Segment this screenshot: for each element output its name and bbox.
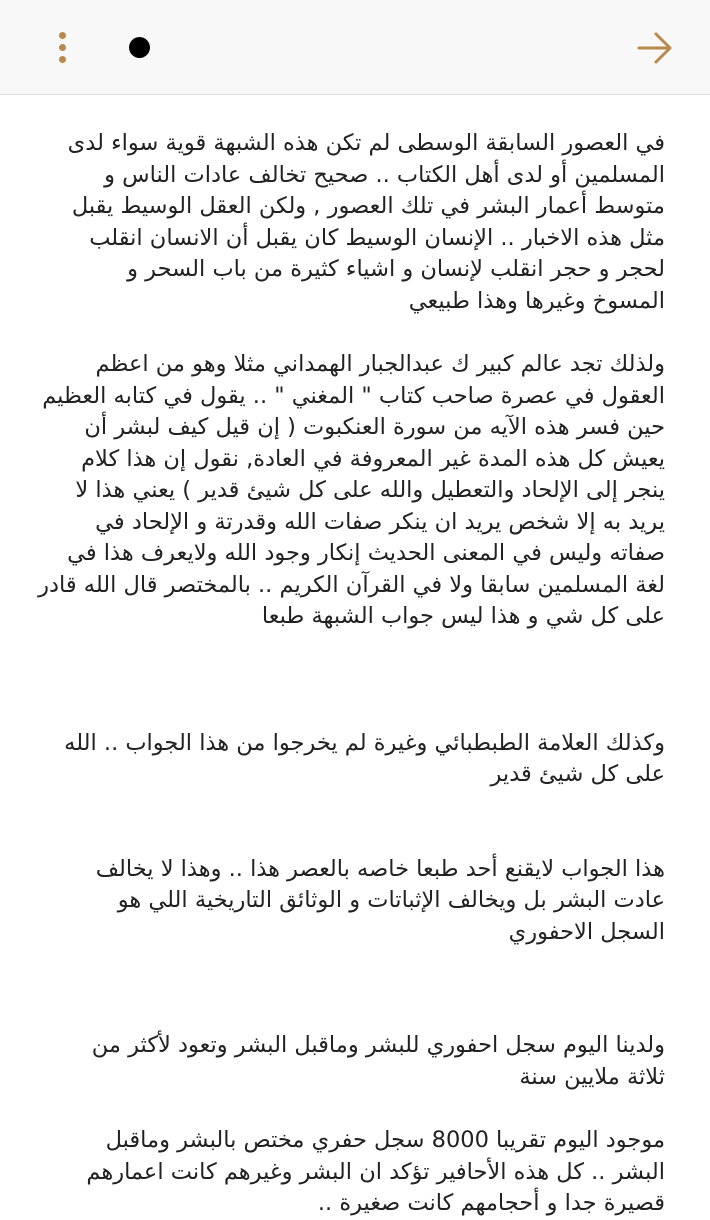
text-line: العقول في عصرة صاحب كتاب " المغني " .. يقول في كتابه العظيم [42,382,665,409]
arrow-right-icon[interactable] [634,28,676,68]
text-line: على كل شي و هذا ليس جواب الشبهة طبعا [261,603,665,629]
text-line: البشر .. كل هذه الأحافير تؤكد ان البشر وغيرهم كانت اعمارهم [86,1158,665,1185]
top-toolbar [0,0,710,95]
text-line: السجل الاحفوري [508,918,665,945]
text-line: ولذلك تجد عالم كبير ك عبدالجبار الهمداني مثلا وهو من اعظم [95,351,665,377]
text-line: صفاته وليس في المعنى الحديث إنكار وجود الله ولايعرف هذا في [67,540,665,566]
text-line: لحجر و حجر انقلب لإنسان و اشياء كثيرة من باب السحر و [127,256,665,282]
paragraph-4 [40,854,665,949]
text-line: المسلمين أو لدى أهل الكتاب .. صحيح تخالف عادات الناس و [104,161,665,188]
status-dot [129,37,150,58]
text-line: هذا الجواب لايقنع أحد طبعا خاصه بالعصر هذا .. وهذا لا يخالف [95,855,665,882]
paragraph-3 [40,728,665,791]
text-line: في العصور السابقة الوسطى لم تكن هذه الشبهة قوية سواء لدى [67,130,665,156]
text-line: حين فسر هذه الآيه من سورة العنكبوت ( إن قيل كيف لبشر أن [84,414,665,440]
text-line: لغة المسلمين سابقا ولا في القرآن الكريم .. بالمختصر قال الله قادر [38,571,665,598]
text-line: وكذلك العلامة الطبطبائي وغيرة لم يخرجوا من هذا الجواب .. الله [64,729,665,756]
paragraph-5 [40,1030,665,1093]
paragraph-2 [40,349,665,633]
text-line: قصيرة جدا و أحجامهم كانت صغيرة .. [317,1190,665,1216]
article-body [0,96,710,1216]
text-line: ثلاثة ملايين سنة [519,1063,665,1090]
text-line: ولدينا اليوم سجل احفوري للبشر وماقبل البشر وتعود لأكثر من [91,1032,665,1058]
text-line: على كل شيئ قدير [490,761,665,787]
text-line: موجود اليوم تقريبا 8000 سجل حفري مختص بالبشر وماقبل [105,1127,665,1153]
vertical-dots-icon[interactable] [50,28,74,68]
text-line: مثل هذه الاخبار .. الإنسان الوسيط كان يقبل أن الانسان انقلب [89,224,665,251]
paragraph-6 [40,1125,665,1220]
text-line: عادت البشر بل ويخالف الإثباتات و الوثائق التاريخية اللي هو [117,887,665,913]
text-line: يعيش كل هذه المدة غير المعروفة في العادة, نقول إن هذا كلام [81,445,665,472]
text-line: المسوخ وغيرها وهذا طبيعي [408,287,665,314]
text-line: يريد به إلا شخص يريد ان ينكر صفات الله وقدرتة و الإلحاد في [95,508,665,535]
text-line: متوسط أعمار البشر في تلك العصور , ولكن العقل الوسيط يقبل [71,193,665,219]
paragraph-1 [40,128,665,317]
text-line: ينجر إلى الإلحاد والتعطيل والله على كل شيئ قدير ) يعني هذا لا [75,477,665,503]
